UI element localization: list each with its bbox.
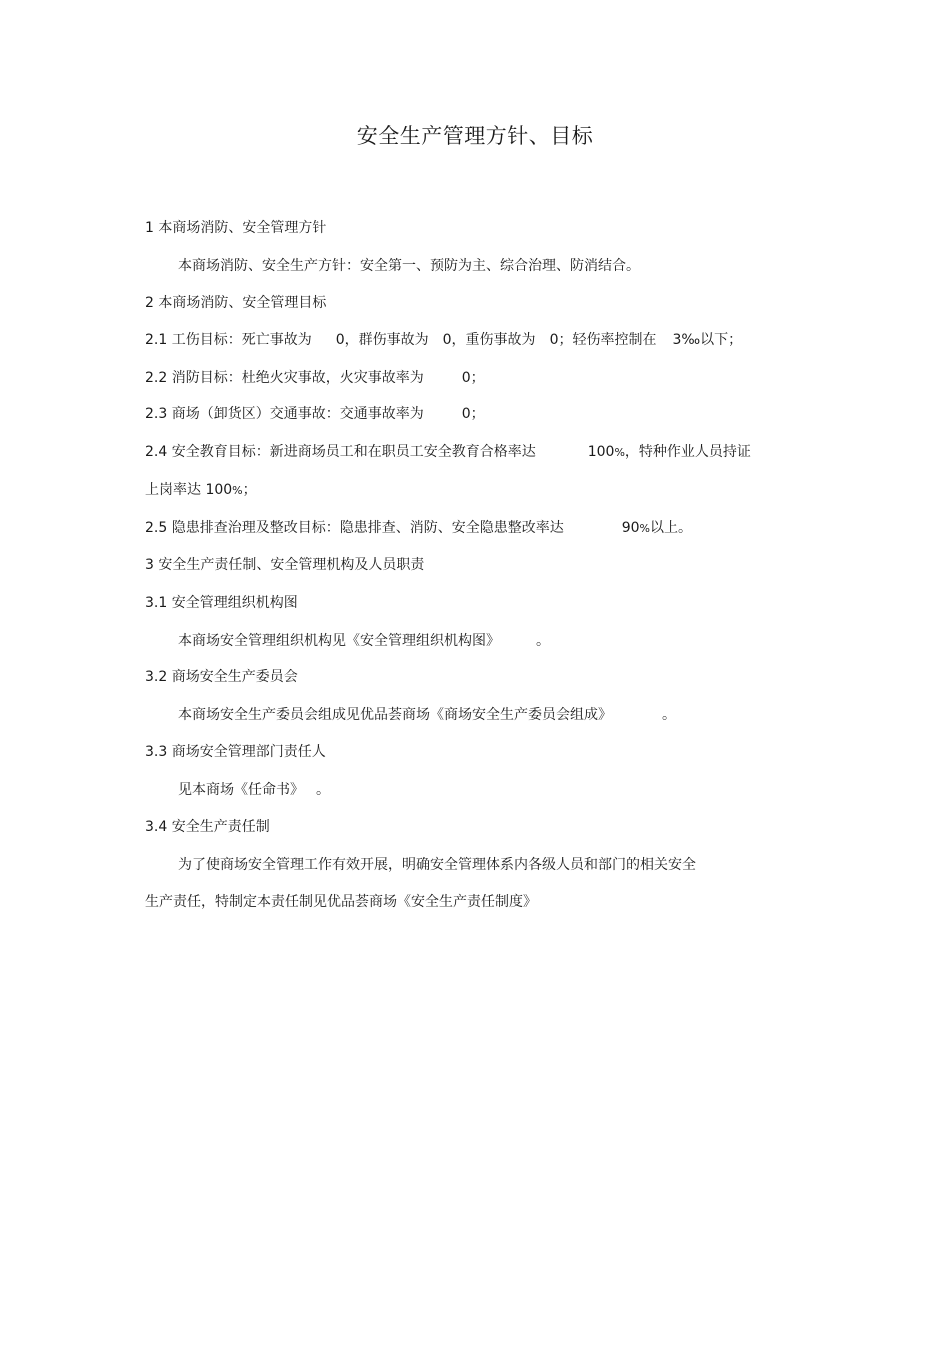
section-2-1-part-b: 0，群伤事故为 — [335, 332, 429, 348]
section-3-2-body-text: 本商场安全生产委员会组成见优品荟商场《商场安全生产委员会组成》 — [178, 707, 612, 723]
section-2-3-part-b: 0； — [461, 406, 485, 422]
section-2-3-part-a: 2.3 商场（卸货区）交通事故：交通事故率为 — [145, 406, 424, 422]
section-2-heading: 2 本商场消防、安全管理目标 — [145, 295, 327, 311]
section-2-4-cert-unit: % — [232, 484, 243, 497]
section-2-4-line-1 — [145, 442, 751, 463]
section-2-4-part-c: ，特种作业人员持证 — [624, 444, 751, 460]
section-2-1-line — [145, 330, 742, 350]
section-2-4-line-2 — [145, 480, 257, 501]
section-2-2-part-a: 2.2 消防目标：杜绝火灾事故，火灾事故率为 — [145, 370, 424, 386]
document-title: 安全生产管理方针、目标 — [356, 124, 594, 148]
section-3-4-body-line-1: 为了使商场安全管理工作有效开展，明确安全管理体系内各级人员和部门的相关安全 — [178, 857, 696, 873]
section-2-1-part-d: 0；轻伤率控制在 — [549, 332, 657, 348]
section-2-4-rate-unit: % — [614, 446, 625, 459]
section-2-2-part-b: 0； — [461, 370, 485, 386]
section-3-2-body-end: 。 — [662, 707, 676, 723]
section-2-2-line — [145, 368, 485, 388]
section-2-1-part-a: 2.1 工伤目标：死亡事故为 — [145, 332, 312, 348]
section-2-5-part-c: 以上。 — [650, 520, 692, 536]
section-3-4-heading: 3.4 安全生产责任制 — [145, 819, 270, 835]
section-2-3-line — [145, 404, 485, 424]
section-3-3-heading: 3.3 商场安全管理部门责任人 — [145, 744, 326, 760]
section-3-3-body — [178, 780, 330, 800]
section-1-body: 本商场消防、安全生产方针：安全第一、预防为主、综合治理、防消结合。 — [178, 258, 640, 274]
section-2-5-line — [145, 518, 692, 539]
section-2-1-part-c: 0，重伤事故为 — [442, 332, 536, 348]
section-3-2-heading: 3.2 商场安全生产委员会 — [145, 669, 298, 685]
section-2-1-part-e: 3‰以下； — [672, 332, 743, 348]
section-3-2-body — [178, 705, 676, 725]
section-3-1-body — [178, 631, 550, 651]
section-3-3-body-text: 见本商场《任命书》 — [178, 782, 304, 798]
section-3-3-body-end: 。 — [316, 782, 330, 798]
section-2-5-rate-value: 90 — [621, 520, 640, 536]
section-3-heading: 3 安全生产责任制、安全管理机构及人员职责 — [145, 557, 425, 573]
section-3-1-heading: 3.1 安全管理组织机构图 — [145, 595, 298, 611]
section-3-1-body-end: 。 — [536, 633, 550, 649]
section-2-5-rate-unit: % — [639, 522, 650, 535]
section-3-1-body-text: 本商场安全管理组织机构见《安全管理组织机构图》 — [178, 633, 500, 649]
section-2-4-part-d-end: ； — [242, 482, 257, 498]
section-2-4-part-d: 上岗率达 100 — [145, 482, 233, 498]
section-2-4-part-a: 2.4 安全教育目标：新进商场员工和在职员工安全教育合格率达 — [145, 444, 536, 460]
section-3-4-body-line-2: 生产责任，特制定本责任制见优品荟商场《安全生产责任制度》 — [145, 894, 537, 910]
section-2-4-rate-value: 100 — [587, 444, 615, 460]
section-2-5-part-a: 2.5 隐患排查治理及整改目标：隐患排查、消防、安全隐患整改率达 — [145, 520, 564, 536]
section-1-heading: 1 本商场消防、安全管理方针 — [145, 220, 327, 236]
